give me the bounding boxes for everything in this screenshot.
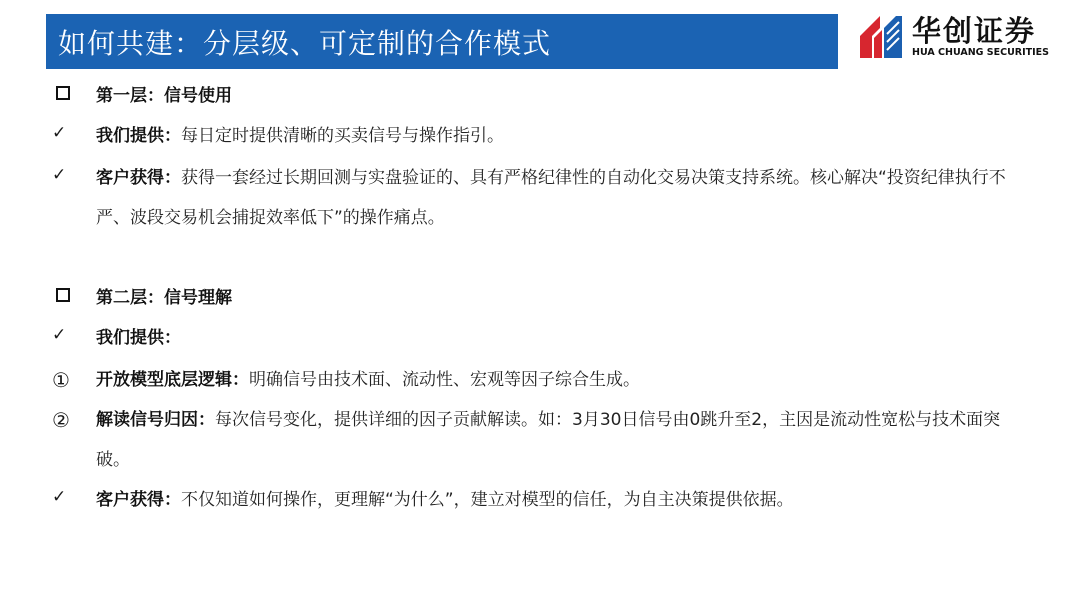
item-text: 每日定时提供清晰的买卖信号与操作指引。 — [181, 126, 504, 146]
item-text: 每次信号变化，提供详细的因子贡献解读。如：3月30日信号由0跳升至2，主因是流动性宽松与技术面突破。 — [96, 410, 1001, 470]
logo-name-en: HUA CHUANG SECURITIES — [912, 47, 1049, 58]
page-title: 如何共建：分层级、可定制的合作模式 — [58, 26, 552, 60]
section-heading-text: 第二层：信号理解 — [96, 288, 232, 308]
item-label: 我们提供： — [96, 328, 181, 348]
check-icon: ✓ — [52, 325, 67, 345]
list-item — [52, 480, 1036, 520]
section-heading-2 — [52, 278, 1036, 318]
list-item — [52, 360, 1036, 400]
check-icon: ✓ — [52, 165, 67, 185]
item-label: 解读信号归因： — [96, 410, 215, 430]
item-text: 不仅知道如何操作，更理解“为什么”，建立对模型的信任，为自主决策提供依据。 — [181, 490, 794, 510]
item-label: 客户获得： — [96, 490, 181, 510]
check-icon: ✓ — [52, 123, 67, 143]
list-item — [52, 158, 1016, 238]
logo-name-cn: 华创证券 — [912, 14, 1037, 48]
item-text: 明确信号由技术面、流动性、宏观等因子综合生成。 — [249, 370, 640, 390]
item-label: 开放模型底层逻辑： — [96, 370, 249, 390]
item-label: 我们提供： — [96, 126, 181, 146]
square-bullet-icon — [52, 278, 96, 314]
check-icon: ✓ — [52, 487, 67, 507]
list-item — [52, 318, 1036, 358]
circled-two-icon: ② — [52, 408, 70, 432]
circled-one-icon: ① — [52, 368, 70, 392]
section-heading-1 — [52, 76, 1036, 116]
square-bullet-icon — [52, 76, 96, 112]
list-item — [52, 400, 1026, 480]
item-label: 客户获得： — [96, 168, 181, 188]
list-item — [52, 116, 1036, 156]
item-text: 获得一套经过长期回测与实盘验证的、具有严格纪律性的自动化交易决策支持系统。核心解决“投资纪律执行不严、波段交易机会捕捉效率低下”的操作痛点。 — [96, 168, 1006, 228]
section-heading-text: 第一层：信号使用 — [96, 86, 232, 106]
